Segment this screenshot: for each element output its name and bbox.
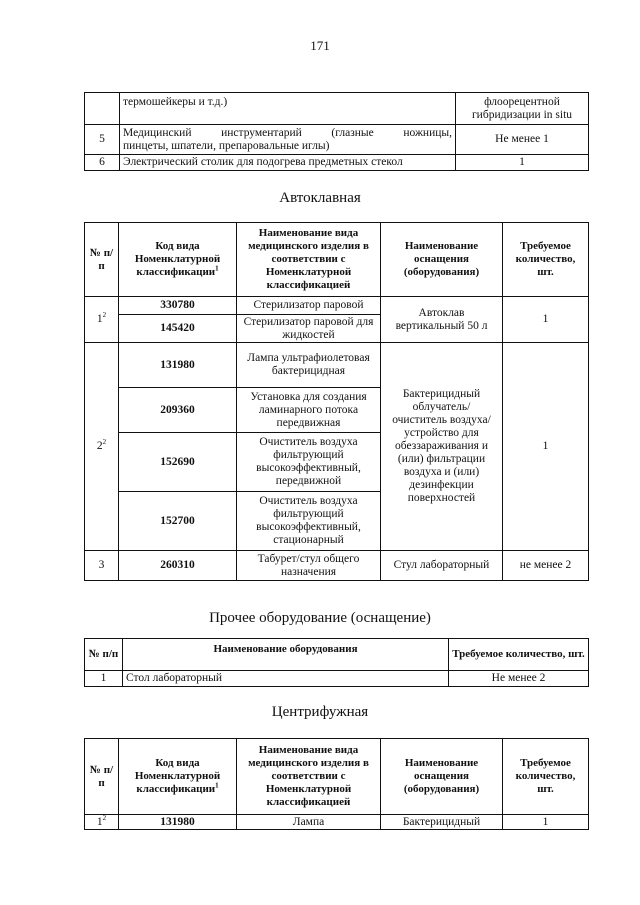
footnote-mark: 1: [215, 781, 219, 790]
classification-code: 131980: [119, 343, 237, 388]
section-title-centrifuge: Центрифужная: [271, 704, 369, 720]
device-name: Очиститель воздуха фильтрующий высокоэффективный, передвижной: [237, 433, 381, 492]
quantity: 1: [456, 155, 589, 171]
row-number: [85, 93, 120, 125]
equipment-name: Стул лабораторный: [381, 551, 503, 581]
table-header-row: [85, 739, 589, 815]
footnote-mark: 1: [215, 264, 219, 273]
equipment-name: [120, 125, 456, 155]
autoclave-table: [84, 222, 589, 581]
header-equipment: Наименование оснащения (оборудования): [381, 223, 503, 297]
quantity: 1: [503, 815, 589, 830]
classification-code: 152690: [119, 433, 237, 492]
table-row: [85, 125, 589, 155]
page-number: 171: [310, 38, 330, 53]
header-code-text: Код вида Номенклатурной классификации: [134, 757, 221, 795]
equipment-name: Стол лабораторный: [123, 671, 449, 687]
header-num: № п/п: [85, 739, 119, 815]
quantity: флоорецентной гибридизации in situ: [456, 93, 589, 125]
header-quantity: Требуемое количество, шт.: [503, 223, 589, 297]
classification-code: 330780: [119, 297, 237, 315]
table-row: [85, 551, 589, 581]
table-row: [85, 155, 589, 171]
header-code: [119, 739, 237, 815]
header-quantity: Требуемое количество, шт.: [449, 639, 589, 671]
device-name: Лампа ультрафиолетовая бактерицидная: [237, 343, 381, 388]
classification-code: 260310: [119, 551, 237, 581]
header-code: [119, 223, 237, 297]
table-header-row: [85, 223, 589, 297]
equipment-name: Электрический столик для подогрева предметных стекол: [120, 155, 456, 171]
equipment-name: Автоклав вертикальный 50 л: [381, 297, 503, 343]
row-number-text: 1: [96, 815, 103, 828]
row-number: 5: [85, 125, 120, 155]
row-number-text: 2: [96, 440, 103, 452]
equipment-name-line: пинцеты, шпатели, препаровальные иглы): [123, 139, 330, 152]
equipment-name: Бактерицидный: [381, 815, 503, 830]
row-number: [85, 343, 119, 551]
quantity: Не менее 2: [449, 671, 589, 687]
header-num: № п/п: [85, 639, 123, 671]
device-name: Очиститель воздуха фильтрующий высокоэффективный, стационарный: [237, 492, 381, 551]
classification-code: 152700: [119, 492, 237, 551]
section-title-autoclave: Автоклавная: [279, 190, 361, 206]
header-device-name: Наименование вида медицинского изделия в соответствии с Номенклатурной классификацией: [237, 739, 381, 815]
header-quantity: Требуемое количество, шт.: [503, 739, 589, 815]
footnote-mark: 2: [102, 311, 107, 320]
equipment-name: Бактерицидный облучатель/ очиститель воздуха/ устройство для обеззараживания и (или) фильтрации воздуха и (или) дезинфекции поверхностей: [381, 343, 503, 551]
footnote-mark: 2: [102, 438, 107, 447]
centrifuge-table: [84, 738, 589, 830]
quantity: не менее 2: [503, 551, 589, 581]
device-name: Установка для создания ламинарного потока передвижная: [237, 388, 381, 433]
equipment-name: термошейкеры и т.д.): [120, 93, 456, 125]
quantity: Не менее 1: [456, 125, 589, 155]
header-code-text: Код вида Номенклатурной классификации: [134, 240, 221, 278]
other-equipment-table: [84, 638, 589, 687]
classification-code: 131980: [119, 815, 237, 830]
table-row: [85, 93, 589, 125]
header-equipment: Наименование оборудования: [123, 639, 449, 671]
quantity: 1: [503, 343, 589, 551]
equipment-name-line: Медицинский инструментарий (глазные ножницы,: [123, 126, 452, 139]
row-number: [85, 297, 119, 343]
continuation-table: [84, 92, 589, 171]
section-title-other: Прочее оборудование (оснащение): [209, 610, 431, 626]
header-num: № п/п: [85, 223, 119, 297]
row-number: [85, 815, 119, 830]
row-number-text: 1: [96, 313, 103, 325]
header-device-name: Наименование вида медицинского изделия в соответствии с Номенклатурной классификацией: [237, 223, 381, 297]
row-number: 1: [85, 671, 123, 687]
classification-code: 209360: [119, 388, 237, 433]
header-equipment: Наименование оснащения (оборудования): [381, 739, 503, 815]
device-name: Лампа: [237, 815, 381, 830]
device-name: Стерилизатор паровой: [237, 297, 381, 315]
device-name: Стерилизатор паровой для жидкостей: [237, 315, 381, 343]
table-row: [85, 343, 589, 388]
row-number: 6: [85, 155, 120, 171]
table-row: [85, 671, 589, 687]
table-row: [85, 297, 589, 315]
table-row: [85, 815, 589, 830]
footnote-mark: 2: [102, 813, 107, 822]
quantity: 1: [503, 297, 589, 343]
classification-code: 145420: [119, 315, 237, 343]
row-number: 3: [85, 551, 119, 581]
device-name: Табурет/стул общего назначения: [237, 551, 381, 581]
table-header-row: [85, 639, 589, 671]
